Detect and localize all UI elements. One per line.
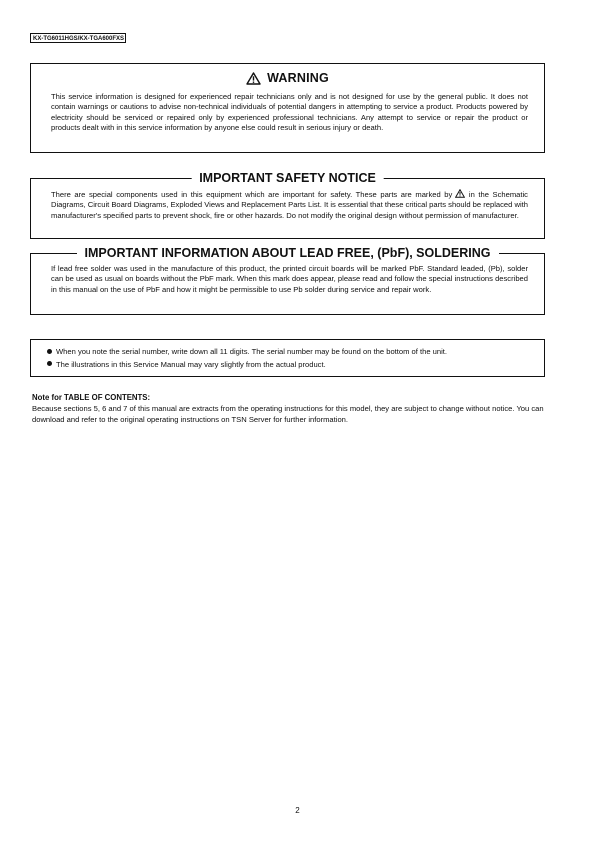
lead-free-box xyxy=(30,246,545,315)
list-item: When you note the serial number, write down all 11 digits. The serial number may be found on the bottom of the unit. xyxy=(47,346,534,359)
lead-free-text: If lead free solder was used in the manufacture of this product, the printed circuit boards will be marked PbF. Standard leaded, (Pb), solder can be used as usual on boards without the PbF mark. When this mark does appear, please read and follow the special instructions described in this manual on the use of PbF and how it might be permissible to use Pb solder during service and repair work. xyxy=(51,264,528,294)
safety-notice-text-part2: in the Schematic Diagrams, Circuit Board Diagrams, Exploded Views and Replacement Parts List. It is essential that these critical parts should be replaced with manufacturer's specified parts to prevent shock, fire or other hazards. Do not modify the original design without permission of manufacturer. xyxy=(51,190,528,220)
notes-box xyxy=(30,339,545,377)
bullet-icon xyxy=(47,349,52,354)
warning-heading xyxy=(31,70,544,86)
warning-text: This service information is designed for experienced repair technicians only and is not designed for use by the general public. It does not contain warnings or cautions to advise non-technical individuals of potential dangers in attempting to service a product. Products powered by electricity should be serviced or repaired only by experienced professional technicians. Any attempt to service or repair the product or products dealt with in this service information by anyone else could result in serious injury or death. xyxy=(51,92,528,133)
model-number-label: KX-TG6011HGS/KX-TGA600FXS xyxy=(30,33,126,43)
warning-triangle-icon xyxy=(246,72,261,85)
safety-notice-text-part1: There are special components used in this equipment which are important for safety. These parts are marked by xyxy=(51,190,453,199)
bullet-icon xyxy=(47,361,52,366)
safety-notice-box xyxy=(30,171,545,239)
safety-notice-text xyxy=(51,189,528,221)
toc-note-heading: Note for TABLE OF CONTENTS: xyxy=(32,393,151,402)
page-number: 2 xyxy=(295,806,300,815)
warning-box xyxy=(30,63,545,153)
safety-mark-icon xyxy=(455,189,465,198)
toc-note-text: Because sections 5, 6 and 7 of this manual are extracts from the operating instructions for this model, they are subject to change without notice. You can download and refer to the original operating instructions on TSN Server for further information. xyxy=(32,404,544,424)
list-item: The illustrations in this Service Manual may vary slightly from the actual product. xyxy=(47,359,534,372)
notes-list xyxy=(47,346,534,371)
safety-notice-title: IMPORTANT SAFETY NOTICE xyxy=(191,170,384,186)
warning-title: WARNING xyxy=(267,71,329,85)
lead-free-title: IMPORTANT INFORMATION ABOUT LEAD FREE, (PbF), SOLDERING xyxy=(77,245,499,261)
